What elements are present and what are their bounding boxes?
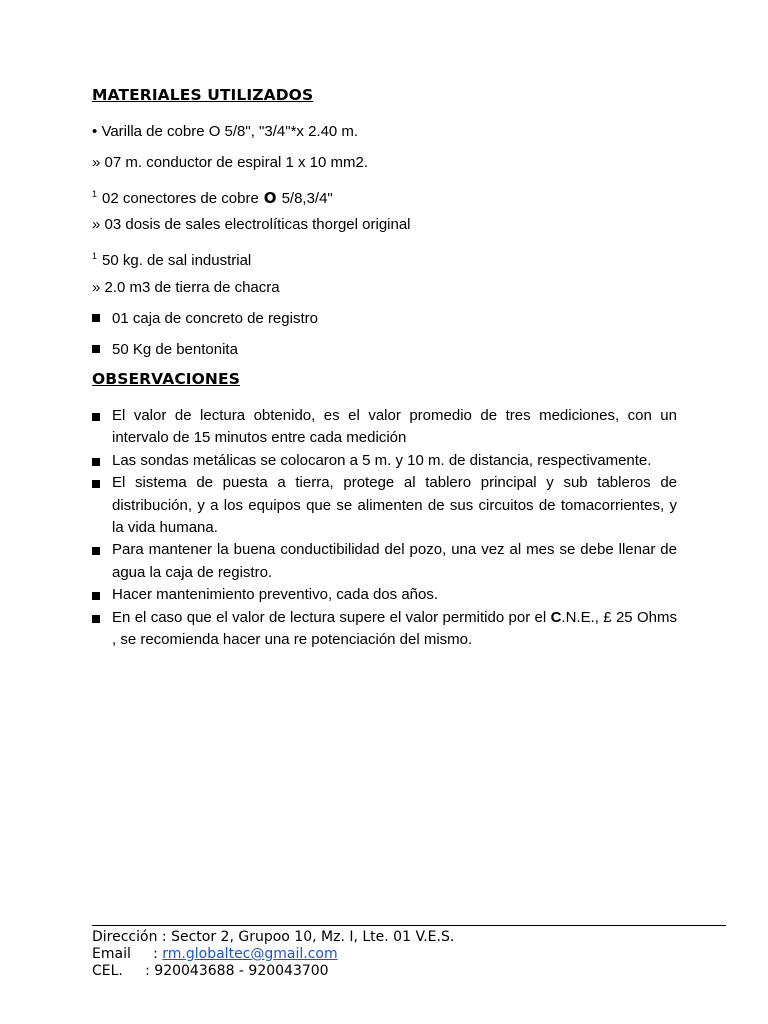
bullet-marker: 1 — [92, 189, 98, 199]
list-item-text: En el caso que el valor de lectura supere el valor permitido por el — [112, 608, 551, 626]
bullet-marker: » — [92, 216, 101, 233]
list-item — [92, 450, 677, 472]
list-item-text: 03 dosis de sales electrolíticas thorgel original — [104, 216, 411, 233]
footer-email-label: Email — [92, 946, 131, 962]
list-item — [92, 340, 238, 360]
square-bullet-icon — [92, 345, 100, 353]
footer-email-sep: : — [153, 946, 158, 962]
footer-divider — [92, 925, 726, 926]
list-item-text: Hacer mantenimiento preventivo, cada dos años. — [112, 586, 439, 604]
square-bullet-icon — [92, 480, 100, 488]
list-item-text: El valor de lectura obtenido, es el valor promedio de tres mediciones, con un intervalo de 15 minutos entre cada medición — [112, 407, 677, 447]
list-item — [92, 278, 280, 298]
list-item — [92, 184, 333, 209]
list-item — [92, 607, 677, 652]
bullet-marker: » — [92, 154, 101, 171]
list-item-text: Para mantener la buena conductibilidad del pozo, una vez al mes se debe llenar de agua la caja de registro. — [112, 541, 677, 581]
square-bullet-icon — [92, 314, 100, 322]
list-item-text: 02 conectores de cobre — [102, 190, 259, 207]
list-item-text: 2.0 m3 de tierra de chacra — [104, 279, 280, 296]
square-bullet-icon — [92, 547, 100, 555]
bullet-marker: » — [92, 279, 101, 296]
footer — [92, 929, 454, 980]
list-item-text: Las sondas metálicas se colocaron a 5 m. y 10 m. de distancia, respectivamente. — [112, 451, 652, 469]
observations-title: OBSERVACIONES — [92, 370, 240, 388]
list-item — [92, 122, 358, 142]
list-item — [92, 153, 368, 173]
list-item — [92, 472, 677, 539]
list-item-text: 07 m. conductor de espiral 1 x 10 mm2. — [104, 154, 368, 171]
square-bullet-icon — [92, 413, 100, 421]
list-item-text: 5/8,3/4" — [281, 190, 333, 207]
list-item-text: 01 caja de concreto de registro — [112, 310, 318, 327]
footer-address-value: : Sector 2, Grupoo 10, Mz. I, Lte. 01 V.E.S. — [161, 929, 455, 945]
list-item-text: Varilla de cobre O 5/8", "3/4"*x 2.40 m. — [101, 123, 359, 140]
bullet-marker: 1 — [92, 251, 98, 261]
bullet-marker: • — [92, 123, 98, 140]
list-item — [92, 246, 251, 271]
list-item — [92, 539, 677, 584]
list-item-text-bold: C — [550, 608, 562, 626]
email-link[interactable]: rm.globaltec@gmail.com — [162, 946, 338, 962]
list-item-text: El sistema de puesta a tierra, protege al tablero principal y sub tableros de distribución, y a los equipos que se alimenten de sus circuitos de tomacorrientes, y la vida humana. — [112, 474, 677, 537]
list-item — [92, 405, 677, 450]
list-item-text: 50 Kg de bentonita — [112, 341, 238, 358]
list-item — [92, 215, 411, 235]
list-item — [92, 584, 677, 606]
footer-cel-label: CEL. — [92, 963, 123, 979]
footer-address-label: Dirección — [92, 929, 158, 945]
list-item-text: .N.E., £ 25 Ohms , se recomienda hacer una re potenciación del mismo. — [112, 608, 677, 649]
observations-list — [92, 405, 677, 651]
square-bullet-icon — [92, 458, 100, 466]
list-item — [92, 309, 318, 329]
list-item-text: 50 kg. de sal industrial — [102, 252, 252, 269]
materials-title: MATERIALES UTILIZADOS — [92, 86, 314, 104]
diameter-symbol: O — [263, 189, 277, 207]
footer-cel-value: : 920043688 - 920043700 — [145, 963, 329, 979]
square-bullet-icon — [92, 615, 100, 623]
square-bullet-icon — [92, 592, 100, 600]
